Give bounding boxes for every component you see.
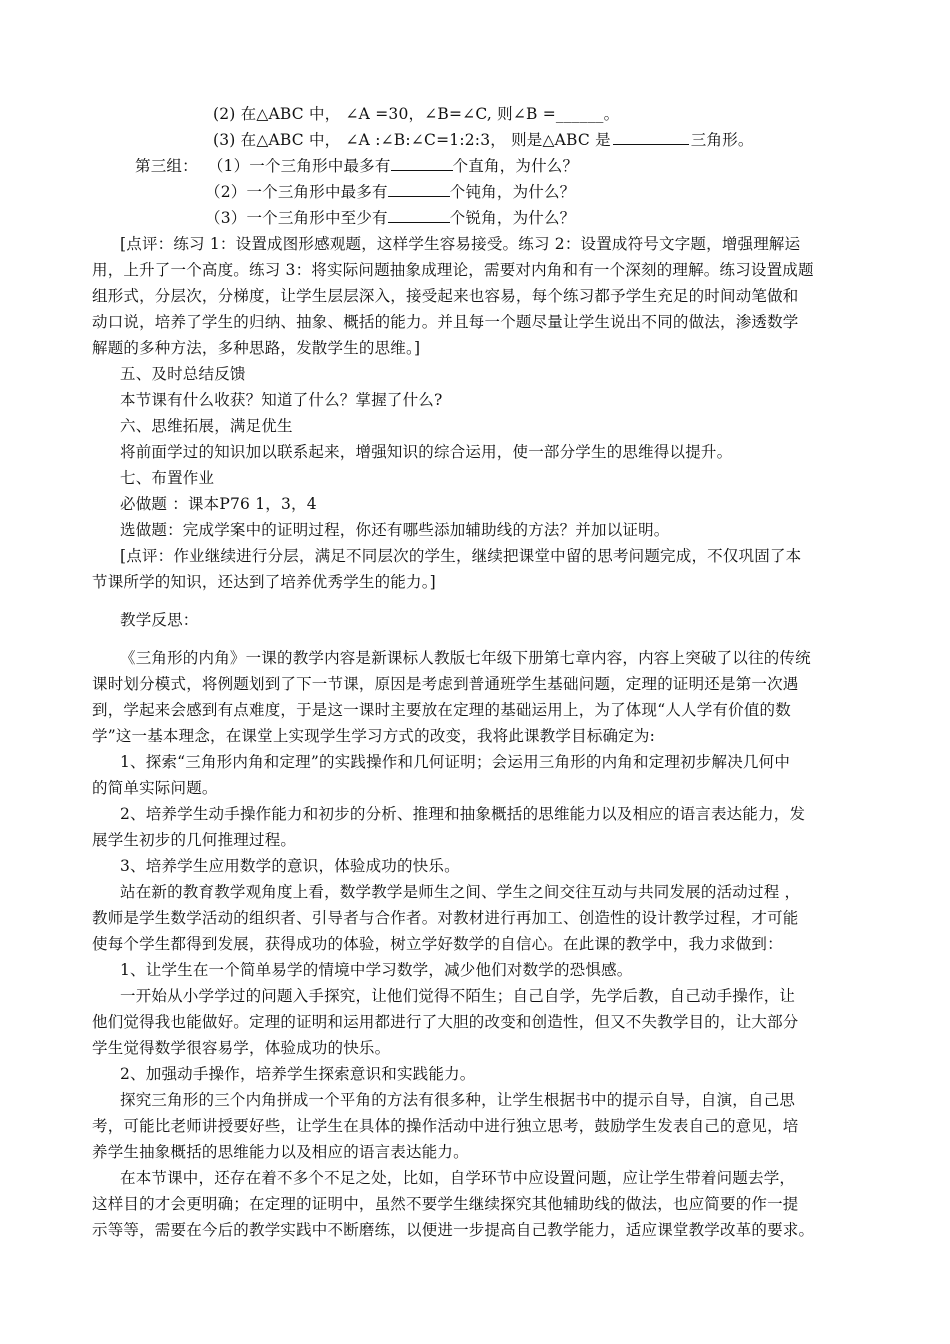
comment1-line: [点评：练习 1：设置成图形感观题，这样学生容易接受。练习 2：设置成符号文字题，增强理解运 (120, 235, 801, 253)
group2-q3-pre: (3) 在△ABC 中， ∠A :∠B:∠C=1:2:3， 则是△ABC 是 (213, 131, 611, 149)
goal3: 3、培养学生应用数学的意识，体验成功的快乐。 (120, 857, 460, 875)
answer-blank (613, 130, 689, 145)
group3-q2-post: 个钝角，为什么？ (449, 183, 576, 201)
point2-line: 养学生抽象概括的思维能力以及相应的语言表达能力。 (92, 1143, 469, 1161)
answer-blank (388, 208, 450, 223)
goal1-line: 的简单实际问题。 (92, 779, 218, 797)
comment2-line: 节课所学的知识，还达到了培养优秀学生的能力。] (92, 573, 436, 591)
comment1-line: 组形式，分层次，分梯度，让学生层层深入，接受起来也容易，每个练习都予学生充足的时间动笔做和 (92, 287, 799, 305)
section6-text: 将前面学过的知识加以联系起来，增强知识的综合运用，使一部分学生的思维得以提升。 (120, 443, 733, 461)
comment1-line: 用，上升了一个高度。练习 3：将实际问题抽象成理论，需要对内角和有一个深刻的理解。练习设置成题 (92, 261, 814, 279)
section5-text: 本节课有什么收获？知道了什么？掌握了什么? (120, 391, 443, 409)
reflection-p1-line: 课时划分模式，将例题划到了下一节课，原因是考虑到普通班学生基础问题，定理的证明还是第一次遇 (92, 675, 799, 693)
point1-line: 他们觉得我也能做好。定理的证明和运用都进行了大胆的改变和创造性，但又不失教学目的，让大部分 (92, 1013, 799, 1031)
homework-required: 必做题 ：课本P76 1，3，4 (120, 495, 317, 513)
comment1-line: 解题的多种方法，多种思路，发散学生的思维。] (92, 339, 421, 357)
group2-q3 (213, 130, 754, 150)
group3-q3 (205, 208, 575, 228)
homework-optional: 选做题：完成学案中的证明过程，你还有哪些添加辅助线的方法？并加以证明。 (120, 521, 670, 539)
point1-line: 学生觉得数学很容易学，体验成功的快乐。 (92, 1039, 391, 1057)
last-line: 这样目的才会更明确；在定理的证明中，虽然不要学生继续探究其他辅助线的做法，也应简要的作一提 (92, 1195, 799, 1213)
reflection-p1-line: 《三角形的内角》一课的教学内容是新课标人教版七年级下册第七章内容，内容上突破了以往的传统 (120, 649, 811, 667)
group3-q3-pre: （3）一个三角形中至少有 (205, 209, 388, 227)
point2-line: 探究三角形的三个内角拼成一个平角的方法有很多种，让学生根据书中的提示自导，自演，自己思 (120, 1091, 796, 1109)
group2-q3-post: 三角形。 (690, 131, 754, 149)
goal2-line: 2、培养学生动手操作能力和初步的分析、推理和抽象概括的思维能力以及相应的语言表达能力，发 (120, 805, 806, 823)
group3-q1 (135, 156, 578, 176)
section6-title: 六、思维拓展，满足优生 (120, 417, 293, 435)
comment1-line: 动口说，培养了学生的归纳、抽象、概括的能力。并且每一个题尽量让学生说出不同的做法，渗透数学 (92, 313, 799, 331)
view-line: 站在新的教育教学观角度上看，数学教学是师生之间、学生之间交往互动与共同发展的活动过程 ， (120, 883, 801, 901)
section7-title: 七、布置作业 (120, 469, 215, 487)
point1: 1、让学生在一个简单易学的情境中学习数学，减少他们对数学的恐惧感。 (120, 961, 633, 979)
last-line: 示等等，需要在今后的教学实践中不断磨练，以便进一步提高自己教学能力，适应课堂教学改革的要求。 (92, 1221, 815, 1239)
view-line: 教师是学生数学活动的组织者、引导者与合作者。对教材进行再加工、创造性的设计教学过程，才可能 (92, 909, 799, 927)
answer-blank (388, 182, 450, 197)
point2: 2、加强动手操作，培养学生探索意识和实践能力。 (120, 1065, 476, 1083)
goal2-line: 展学生初步的几何推理过程。 (92, 831, 297, 849)
section5-title: 五、及时总结反馈 (120, 365, 246, 383)
comment2-line: [点评：作业继续进行分层，满足不同层次的学生，继续把课堂中留的思考问题完成，不仅巩固了本 (120, 547, 802, 565)
point2-line: 考，可能比老师讲授要好些，让学生在具体的操作活动中进行独立思考，鼓励学生发表自己的意见，培 (92, 1117, 799, 1135)
group3-q3-post: 个锐角，为什么？ (449, 209, 576, 227)
group3-label: 第三组： (135, 157, 198, 175)
reflection-title: 教学反思： (120, 611, 199, 629)
view-line: 使每个学生都得到发展，获得成功的体验，树立学好数学的自信心。在此课的教学中，我力求做到： (92, 935, 783, 953)
group3-q2 (205, 182, 575, 202)
group3-q2-pre: （2）一个三角形中最多有 (205, 183, 388, 201)
reflection-p1-line: 学”这一基本理念，在课堂上实现学生学习方式的改变，我将此课教学目标确定为: (92, 727, 656, 745)
goal1-line: 1、探索“三角形内角和定理”的实践操作和几何证明；会运用三角形的内角和定理初步解决几何中 (120, 753, 791, 771)
point1-line: 一开始从小学学过的问题入手探究，让他们觉得不陌生；自己自学，先学后教，自己动手操作，让 (120, 987, 796, 1005)
group2-q2: (2) 在△ABC 中， ∠A =30，∠B=∠C, 则∠B =______。 (213, 105, 620, 123)
group3-q1-post: 个直角，为什么？ (452, 157, 579, 175)
group3-q1-pre: （1）一个三角形中最多有 (207, 157, 391, 175)
answer-blank (391, 156, 453, 171)
reflection-p1-line: 到，学起来会感到有点难度，于是这一课时主要放在定理的基础运用上，为了体现“人人学有价值的数 (92, 701, 791, 719)
last-line: 在本节课中，还存在着不多个不足之处，比如，自学环节中应设置问题，应让学生带着问题去学， (120, 1169, 796, 1187)
